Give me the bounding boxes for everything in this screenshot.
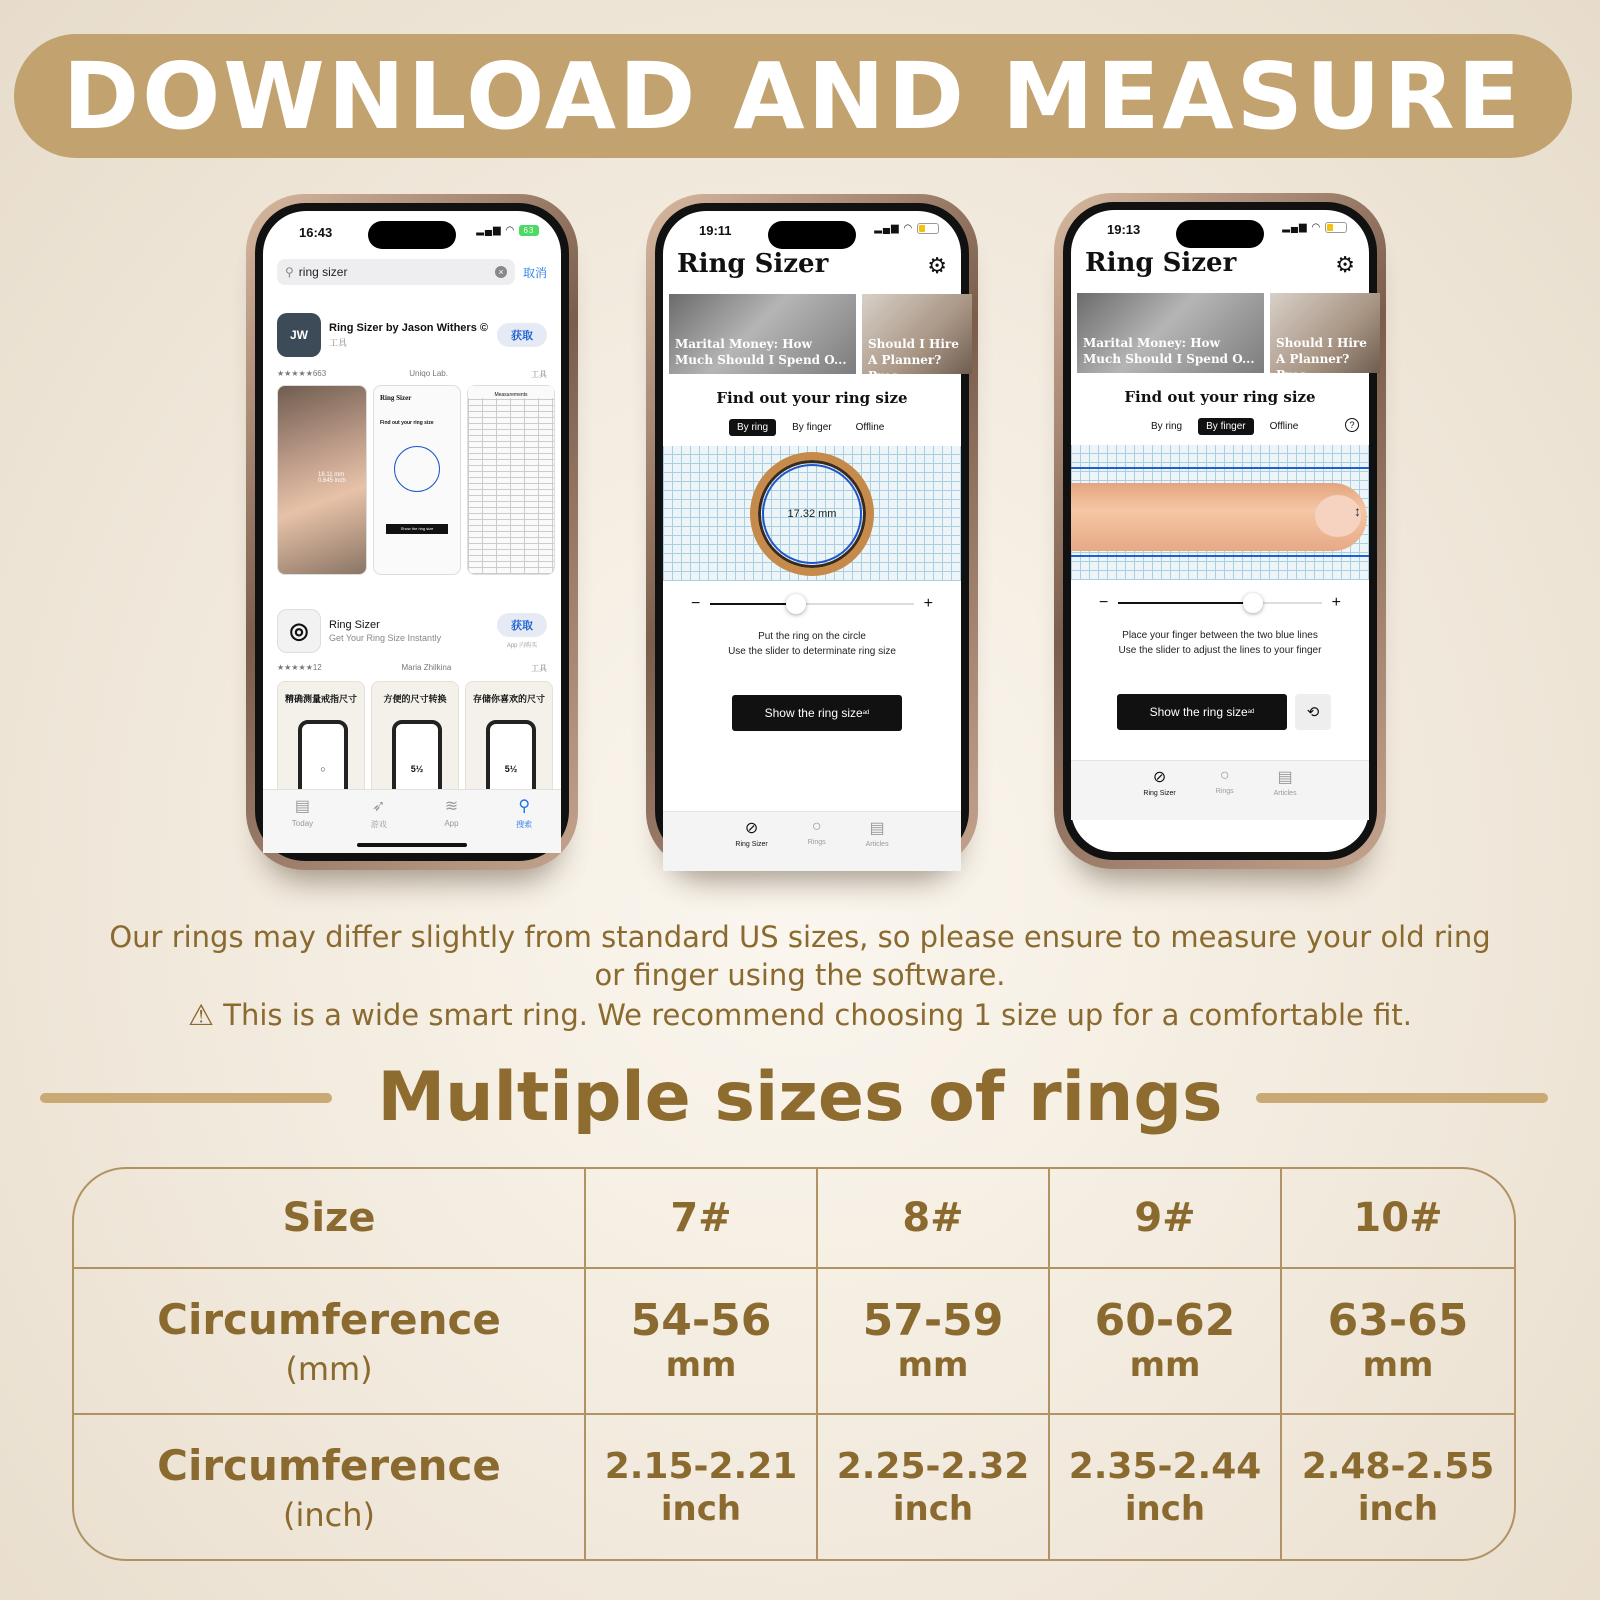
- mini-table-title: Measurements: [468, 386, 554, 398]
- size-7: 7#: [586, 1169, 818, 1269]
- articles-icon: ▤: [1277, 769, 1293, 786]
- mini-find: Find out your ring size: [380, 420, 434, 426]
- size-header: Size: [74, 1169, 586, 1269]
- search-input[interactable]: [277, 259, 515, 285]
- ring-icon: ○: [811, 818, 822, 835]
- tab-by-finger[interactable]: By finger: [792, 422, 832, 433]
- inch-value: 2.35-2.44 inch: [1050, 1415, 1282, 1559]
- mini-title: Ring Sizer: [380, 394, 412, 402]
- screenshot-table[interactable]: [467, 385, 555, 575]
- show-ring-size-button[interactable]: Show the ring size ad: [1117, 694, 1287, 730]
- instructions: [1071, 628, 1369, 658]
- instruction-line: Place your finger between the two blue lines: [1122, 630, 1318, 641]
- battery-icon: 63: [519, 225, 539, 236]
- size-8: 8#: [818, 1169, 1050, 1269]
- size-slider: [691, 595, 933, 613]
- show-ring-size-button[interactable]: Show the ring size ad: [732, 695, 902, 731]
- plus-button[interactable]: +: [923, 595, 933, 612]
- status-time: 19:11: [699, 223, 732, 238]
- slider-fill: [1118, 602, 1252, 604]
- tab-ring-sizer[interactable]: ⊘ Ring Sizer: [1143, 769, 1176, 797]
- phone-ring-sizer-finger: [1054, 193, 1386, 869]
- tab-ring-sizer[interactable]: ⊘ Ring Sizer: [735, 820, 768, 848]
- status-time: 19:13: [1107, 222, 1141, 237]
- app-result-2[interactable]: [277, 609, 547, 653]
- dynamic-island: [768, 221, 856, 249]
- tab-rings[interactable]: ○ Rings: [807, 818, 826, 846]
- gear-icon[interactable]: ⚙: [1335, 252, 1355, 277]
- mm-value: 60-62 mm: [1050, 1269, 1282, 1415]
- home-indicator: [357, 843, 467, 847]
- measure-circle: [762, 464, 862, 564]
- tab-apps[interactable]: ≋ App: [444, 798, 459, 828]
- tab-search[interactable]: ⚲ 搜索: [516, 798, 533, 829]
- tab-bar: [1071, 760, 1369, 820]
- compass-icon: ⊘: [1152, 769, 1167, 786]
- slider-knob[interactable]: [1243, 593, 1263, 613]
- articles-icon: ▤: [869, 820, 885, 837]
- instruction-line: Use the slider to adjust the lines to your finger: [1118, 645, 1322, 656]
- clear-icon[interactable]: ×: [495, 266, 507, 278]
- measure-overlay: 18.11 mm 0.645 inch: [318, 472, 346, 484]
- inch-value: 2.15-2.21 inch: [586, 1415, 818, 1559]
- search-value: ring sizer: [298, 265, 348, 279]
- tab-bar: [663, 811, 961, 871]
- history-icon[interactable]: ⟲: [1295, 694, 1331, 730]
- layers-icon: ≋: [444, 798, 459, 815]
- battery-icon: [917, 223, 939, 234]
- size-9: 9#: [1050, 1169, 1282, 1269]
- today-icon: ▤: [294, 798, 311, 815]
- tab-by-finger[interactable]: By finger: [1198, 418, 1253, 435]
- rocket-icon: ➶: [372, 798, 386, 815]
- signal-icon: ▂▄▆: [874, 223, 900, 235]
- developer: Uniqo Lab.: [409, 369, 448, 378]
- search-icon: ⚲: [518, 798, 531, 815]
- mm-value: 57-59 mm: [818, 1269, 1050, 1415]
- mm-value: 63-65 mm: [1282, 1269, 1514, 1415]
- instruction-line: Use the slider to determinate ring size: [728, 646, 896, 657]
- title-banner: [14, 34, 1572, 158]
- compass-icon: ⊘: [744, 820, 759, 837]
- app-icon-ring-sizer-jw: JW: [277, 313, 321, 357]
- help-icon[interactable]: ?: [1345, 418, 1359, 432]
- minus-button[interactable]: −: [691, 595, 701, 612]
- measure-grid: [663, 446, 961, 581]
- ad-mark: ad: [862, 710, 870, 716]
- wifi-icon: ◠: [505, 225, 516, 237]
- slider-fill: [710, 603, 795, 605]
- dynamic-island: [1176, 220, 1264, 248]
- tab-today[interactable]: ▤ Today: [291, 798, 314, 828]
- rating: ★★★★★12: [277, 663, 322, 672]
- find-heading: Find out your ring size: [716, 389, 908, 407]
- tab-offline[interactable]: Offline: [855, 422, 885, 433]
- app-name: Ring Sizer by Jason Withers ©: [329, 321, 488, 334]
- search-row: [277, 259, 547, 285]
- ring-icon: ○: [1219, 767, 1230, 784]
- promo-card[interactable]: 精确测量戒指尺寸 ○: [277, 681, 365, 811]
- ring-sizer-screen: [1071, 210, 1369, 852]
- app-subtitle: Get Your Ring Size Instantly: [329, 633, 442, 643]
- slider-track[interactable]: [1118, 602, 1321, 604]
- plus-button[interactable]: +: [1331, 594, 1341, 611]
- gear-icon[interactable]: ⚙: [927, 253, 947, 278]
- app-name: Ring Sizer: [329, 619, 380, 631]
- dynamic-island: [368, 221, 456, 249]
- promo-card[interactable]: 存储你喜欢的尺寸 5½: [465, 681, 553, 811]
- status-icons: [874, 223, 939, 234]
- warning-note: ⚠ This is a wide smart ring. We recommend choosing 1 size up for a comfortable fit.: [188, 998, 1412, 1032]
- article-card[interactable]: Marital Money: How Much Should I Spend O...: [669, 294, 856, 374]
- size-10: 10#: [1282, 1169, 1514, 1269]
- instruction-line: Put the ring on the circle: [758, 631, 866, 642]
- search-icon: ⚲: [285, 265, 294, 279]
- mode-tabs: [729, 419, 892, 436]
- article-card[interactable]: Marital Money: How Much Should I Spend O...: [1077, 293, 1264, 373]
- article-card[interactable]: Should I Hire A Planner? Pros: [1270, 293, 1380, 373]
- phone-app-store: [246, 194, 578, 870]
- finger-photo: [1071, 483, 1367, 551]
- slider-knob[interactable]: [786, 594, 806, 614]
- app-meta-1: [277, 369, 547, 380]
- developer: Maria Zhilkina: [401, 663, 452, 672]
- tab-offline[interactable]: Offline: [1269, 421, 1299, 432]
- battery-icon: [1325, 222, 1347, 233]
- inch-value: 2.25-2.32 inch: [818, 1415, 1050, 1559]
- app-meta-2: [277, 663, 547, 674]
- in-app-purchase: App 内购买: [506, 643, 538, 649]
- status-icons: [476, 225, 539, 236]
- sizes-heading: Multiple sizes of rings: [377, 1058, 1223, 1137]
- screenshot-hand[interactable]: [277, 385, 367, 575]
- wifi-icon: ◠: [1311, 222, 1322, 234]
- ring-app-icon: ◎: [277, 609, 321, 653]
- get-button[interactable]: 获取: [497, 323, 547, 347]
- status-icons: [1282, 222, 1347, 233]
- blue-line-top: [1071, 467, 1369, 469]
- size-table: [72, 1167, 1516, 1561]
- phone-ring-sizer-ring: [646, 194, 978, 870]
- instructions: [663, 629, 961, 659]
- page-title: Ring Sizer: [677, 249, 829, 279]
- mini-circle: [394, 446, 440, 492]
- tab-articles[interactable]: ▤ Articles: [1273, 769, 1297, 797]
- signal-icon: ▂▄▆: [1282, 222, 1308, 234]
- signal-icon: ▂▄▆: [476, 225, 502, 237]
- arrow-icon: ↕: [1354, 503, 1361, 519]
- app-category: 工具: [329, 337, 348, 348]
- app-store-screen: [263, 211, 561, 853]
- tab-by-ring[interactable]: By ring: [1151, 421, 1183, 432]
- slider-track[interactable]: [710, 603, 913, 605]
- size-slider: [1099, 594, 1341, 612]
- app-result-1[interactable]: [277, 313, 547, 357]
- minus-button[interactable]: −: [1099, 594, 1109, 611]
- mode-tabs: [1143, 418, 1306, 435]
- tab-articles[interactable]: ▤ Articles: [865, 820, 889, 848]
- promo-card[interactable]: 方便的尺寸转换 5½: [371, 681, 459, 811]
- category-tag: 工具: [531, 664, 547, 673]
- cancel-button[interactable]: 取消: [522, 265, 547, 280]
- tab-by-ring[interactable]: By ring: [729, 419, 776, 436]
- app2-screenshots: [277, 681, 567, 806]
- note-line-2: or finger using the software.: [594, 958, 1006, 992]
- ad-mark: ad: [1247, 709, 1255, 715]
- heading-rule-right: [1256, 1093, 1548, 1103]
- ring-sizer-screen: [663, 211, 961, 853]
- status-time: 16:43: [299, 225, 333, 240]
- mini-button: Show the ring size: [386, 524, 448, 534]
- screenshot-ring-sizer[interactable]: [373, 385, 461, 575]
- get-button[interactable]: 获取: [497, 613, 547, 637]
- rating: ★★★★★663: [277, 369, 327, 378]
- row-label-mm: Circumference (mm): [74, 1269, 586, 1415]
- page-title: Ring Sizer: [1085, 248, 1237, 278]
- row-label-inch: Circumference (inch): [74, 1415, 586, 1559]
- tab-games[interactable]: ➶ 游戏: [370, 798, 387, 829]
- wifi-icon: ◠: [903, 223, 914, 235]
- mm-value: 54-56 mm: [586, 1269, 818, 1415]
- tab-rings[interactable]: ○ Rings: [1215, 767, 1234, 795]
- banner-title: DOWNLOAD AND MEASURE: [62, 42, 1524, 150]
- article-card[interactable]: Should I Hire A Planner? Pros: [862, 294, 972, 374]
- measure-grid: [1071, 445, 1369, 580]
- note-line-1: Our rings may differ slightly from standard US sizes, so please ensure to measure your old ring: [109, 920, 1491, 954]
- inch-value: 2.48-2.55 inch: [1301, 1446, 1495, 1529]
- blue-line-bottom: [1071, 555, 1369, 557]
- category-tag: 工具: [530, 370, 547, 379]
- find-heading: Find out your ring size: [1124, 388, 1316, 406]
- ring-measure: 17.32 mm: [787, 508, 837, 520]
